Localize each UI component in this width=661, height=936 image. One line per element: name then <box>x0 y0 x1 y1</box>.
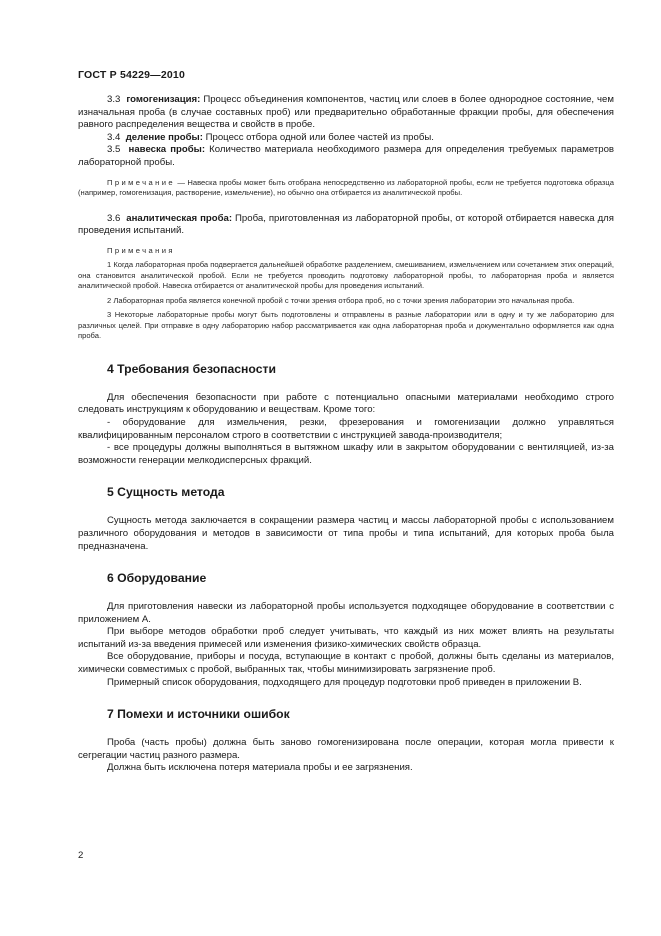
term-name: навеска пробы: <box>128 144 206 156</box>
note-3-5 <box>78 178 614 199</box>
term-definition: Процесс объединения компонентов, частиц или слоев в более однородное состояние, чем изначальная проба (в случае составных проб) или предварительно обработанные фракции пробы, для обеспечения равного распределения вещества и свойств в пробе. <box>78 94 614 131</box>
standard-header: ГОСТ Р 54229—2010 <box>78 69 186 81</box>
term-name: аналитическая проба: <box>126 212 233 224</box>
section-4-bullet-1: - оборудование для измельчения, резки, фрезерования и гомогенизации должно управляться квалифицированным персоналом строго в соответствии с инструкцией завода-производителя; <box>78 416 614 441</box>
section-4-heading: 4 Требования безопасности <box>107 361 276 376</box>
term-name: гомогенизация: <box>126 94 201 105</box>
term-number: 3.3 <box>107 94 121 105</box>
term-name: деление пробы: <box>125 131 203 143</box>
notes-label: Примечания <box>107 245 175 255</box>
section-5-heading: 5 Сущность метода <box>107 485 225 500</box>
section-6-paragraph-1: Для приготовления навески из лабораторной пробы используется подходящее оборудование в соответствии с приложением А. <box>78 601 614 625</box>
term-number: 3.6 <box>107 212 121 224</box>
section-4-paragraph: Для обеспечения безопасности при работе с потенциально опасными материалами необходимо строго следовать инструкциям к оборудованию и веществам. Кроме того: <box>78 391 614 416</box>
page-content <box>78 94 614 775</box>
section-7-paragraph-2: Должна быть исключена потеря материала пробы и ее загрязнения. <box>107 762 413 774</box>
term-number: 3.5 <box>107 144 121 156</box>
section-7-paragraph-1: Проба (часть пробы) должна быть заново гомогенизирована после операции, которая могла привести к сегрегации частиц разного размера. <box>78 737 614 761</box>
note-3: 3 Некоторые лабораторные пробы могут быть подготовлены и отправлены в разные лаборатории или в одну и ту же лабораторию для различных целей. При отправке в одну лабораторию набор рассматривается как одна лабораторная проба и документально оформляется как одна проба. <box>78 310 614 341</box>
term-3-6 <box>78 213 614 238</box>
section-7-heading: 7 Помехи и источники ошибок <box>107 707 290 722</box>
section-6-paragraph-2: При выборе методов обработки проб следует учитывать, что каждый из них может влиять на результаты испытаний из-за введения примесей или изменения физико-химических свойств образца. <box>78 626 614 650</box>
term-3-5 <box>78 144 614 169</box>
term-definition: Количество материала необходимого размера для определения требуемых параметров лабораторной пробы. <box>78 144 615 168</box>
note-2: 2 Лабораторная проба является конечной пробой с точки зрения отбора проб, но с точки зрения лаборатории это начальная проба. <box>107 295 575 305</box>
note-1: 1 Когда лабораторная проба подвергается дальнейшей обработке разделением, смешиванием, измельчением или сочетанием этих операций, она становится аналитической пробой. Если не требуется проводить подготовку лабораторной пробы, то лабораторная проба и является аналитической пробой. Навеска отбирается от аналитической пробы для проведения испытаний. <box>78 260 614 291</box>
note-text: — Навеска пробы может быть отобрана непосредственно из лабораторной пробы, если не требуется подготовка образца (например, гомогенизация, растворение, измельчение), но обычно она отбирается из аналитической пробы. <box>78 177 614 198</box>
page-number: 2 <box>78 850 84 861</box>
term-number: 3.4 <box>107 131 121 143</box>
section-6-paragraph-4: Примерный список оборудования, подходящего для процедур подготовки проб приведен в приложении В. <box>107 676 582 688</box>
section-6-paragraph-3: Все оборудование, приборы и посуда, вступающие в контакт с пробой, должны быть сделаны из материалов, химически совместимых с пробой, выбранных так, чтобы минимизировать загрязнение проб. <box>78 651 614 676</box>
section-4-bullet-2: - все процедуры должны выполняться в вытяжном шкафу или в закрытом оборудовании с вентиляцией, из-за возможности генерации мелкодисперсных фракций. <box>78 442 614 466</box>
section-5-paragraph: Сущность метода заключается в сокращении размера частиц и массы лабораторной пробы с использованием различного оборудования и методов в зависимости от типа пробы и типа испытаний, для которых проба была предназначена. <box>78 515 614 552</box>
term-definition: Проба, приготовленная из лабораторной пробы, от которой отбирается навеска для проведения испытаний. <box>78 212 614 237</box>
term-definition: Процесс отбора одной или более частей из пробы. <box>202 131 434 143</box>
section-6-heading: 6 Оборудование <box>107 571 207 586</box>
term-3-3 <box>78 94 614 132</box>
term-3-4 <box>78 132 614 145</box>
note-label: Примечание <box>107 177 175 187</box>
